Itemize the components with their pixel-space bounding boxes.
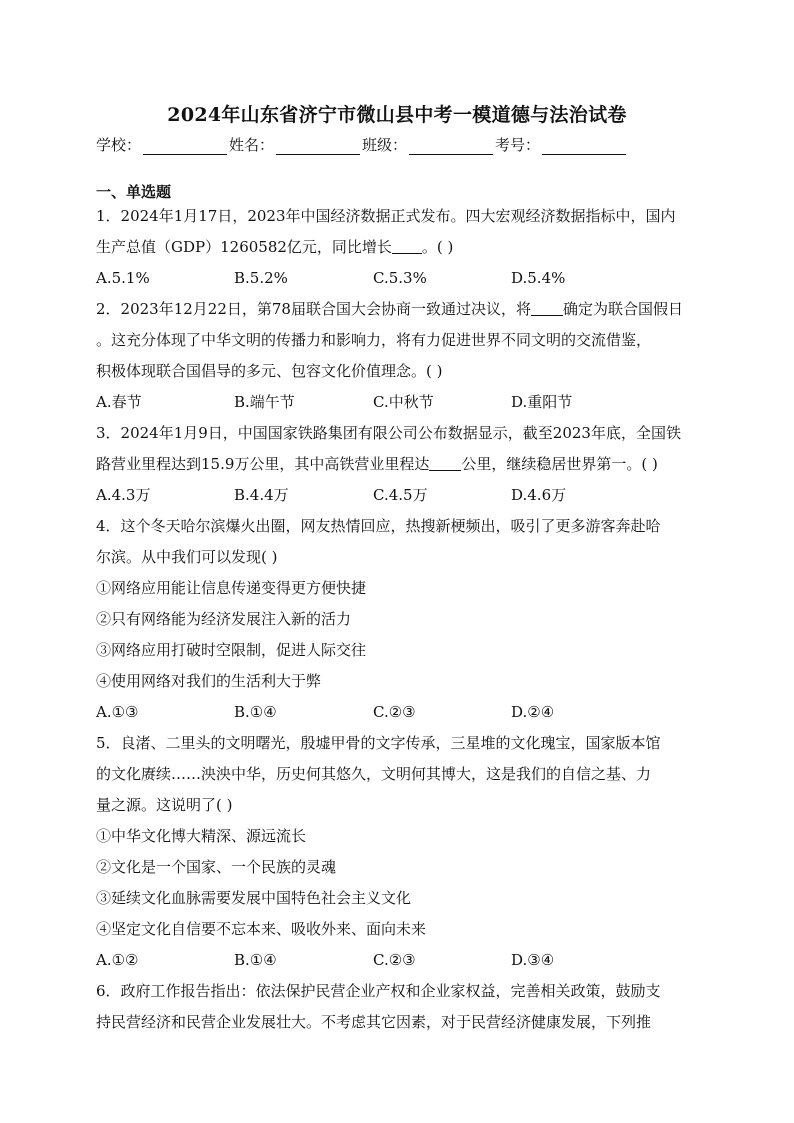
q3-options: [96, 480, 700, 511]
q1-option-b[interactable]: B.5.2%: [234, 269, 288, 287]
q1-option-d[interactable]: D.5.4%: [511, 269, 566, 287]
q4-item-4: ④使用网络对我们的生活利大于弊: [96, 672, 322, 690]
q3-option-b[interactable]: B.4.4万: [234, 486, 289, 504]
q4-item-3: ③网络应用打破时空限制，促进人际交往: [96, 641, 367, 659]
q4-option-c[interactable]: C.②③: [373, 703, 416, 721]
q5-line-2: 的文化赓续……泱泱中华，历史何其悠久，文明何其博大，这是我们的自信之基、力: [96, 765, 652, 783]
q5-line-1: 5．良渚、二里头的文明曙光，殷墟甲骨的文字传承，三星堆的文化瑰宝，国家版本馆: [96, 734, 661, 752]
q2-line-1-end: 确定为联合国假日: [562, 300, 683, 318]
exam-title: 2024年山东省济宁市微山县中考一模道德与法治试卷: [167, 104, 627, 126]
q1-line-2-end: 。( ): [421, 238, 454, 256]
q4-item-2: ②只有网络能为经济发展注入新的活力: [96, 610, 352, 628]
q6-line-1: 6．政府工作报告指出：依法保护民营企业产权和企业家权益，完善相关政策，鼓励支: [96, 982, 661, 1000]
section-heading: 一、单选题: [96, 183, 172, 201]
q3-option-a[interactable]: A.4.3万: [96, 486, 151, 504]
q2-line-1: [96, 294, 700, 325]
q2-answer-blank: [531, 300, 563, 316]
q1-line-2: [96, 232, 700, 263]
number-label: 考号：: [495, 136, 541, 154]
q3-line-1: 3．2024年1月9日，中国国家铁路集团有限公司公布数据显示，截至2023年底，全国铁: [96, 424, 681, 442]
q1-line-1: 1．2024年1月17日，2023年中国经济数据正式发布。四大宏观经济数据指标中，国内: [96, 207, 676, 225]
q2-option-a[interactable]: A.春节: [96, 393, 142, 411]
q5-line-3: 量之源。这说明了( ): [96, 796, 233, 814]
name-label: 姓名：: [229, 136, 275, 154]
q4-line-2: 尔滨。从中我们可以发现( ): [96, 548, 278, 566]
name-field: [229, 134, 362, 155]
q3-line-2-text: 路营业里程达到15.9万公里，其中高铁营业里程达: [96, 455, 430, 473]
q3-line-2: [96, 449, 700, 480]
number-field: [495, 134, 628, 155]
q2-option-b[interactable]: B.端午节: [234, 393, 295, 411]
school-label: 学校：: [96, 136, 142, 154]
q5-options: [96, 945, 700, 976]
q5-item-2: ②文化是一个国家、一个民族的灵魂: [96, 858, 337, 876]
number-blank[interactable]: [542, 140, 626, 155]
q2-line-3: 积极体现联合国倡导的多元、包容文化价值理念。( ): [96, 362, 443, 380]
q1-answer-blank: [392, 238, 422, 254]
class-blank[interactable]: [409, 140, 493, 155]
q3-answer-blank: [429, 455, 461, 471]
q5-option-b[interactable]: B.①④: [234, 951, 277, 969]
q2-line-1-text: 2．2023年12月22日，第78届联合国大会协商一致通过决议，将: [96, 300, 531, 318]
q3-option-d[interactable]: D.4.6万: [511, 486, 567, 504]
q4-option-a[interactable]: A.①③: [96, 703, 139, 721]
q4-options: [96, 697, 700, 728]
q4-item-1: ①网络应用能让信息传递变得更方便快捷: [96, 579, 367, 597]
questions: [96, 201, 700, 1038]
q5-option-c[interactable]: C.②③: [373, 951, 416, 969]
name-blank[interactable]: [276, 140, 360, 155]
q6-line-2: 持民营经济和民营企业发展壮大。不考虑其它因素，对于民营经济健康发展，下列推: [96, 1013, 652, 1031]
q4-line-1: 4．这个冬天哈尔滨爆火出圈，网友热情回应，热搜新梗频出，吸引了更多游客奔赴哈: [96, 517, 661, 535]
q1-option-a[interactable]: A.5.1%: [96, 269, 150, 287]
q2-option-c[interactable]: C.中秋节: [373, 393, 434, 411]
q4-option-b[interactable]: B.①④: [234, 703, 277, 721]
q5-item-3: ③延续文化血脉需要发展中国特色社会主义文化: [96, 889, 412, 907]
q1-line-2-text: 生产总值（GDP）1260582亿元，同比增长: [96, 238, 392, 256]
q3-option-c[interactable]: C.4.5万: [373, 486, 428, 504]
student-info-row: [96, 134, 696, 155]
q3-line-2-end: 公里，继续稳居世界第一。( ): [461, 455, 658, 473]
school-field: [96, 134, 229, 155]
q2-options: [96, 387, 700, 418]
q2-line-2: 。这充分体现了中华文明的传播力和影响力，将有力促进世界不同文明的交流借鉴，: [96, 331, 652, 349]
q5-option-d[interactable]: D.③④: [511, 951, 555, 969]
class-label: 班级：: [362, 136, 408, 154]
q1-options: [96, 263, 700, 294]
q5-option-a[interactable]: A.①②: [96, 951, 139, 969]
q4-option-d[interactable]: D.②④: [511, 703, 555, 721]
q5-item-4: ④坚定文化自信要不忘本来、吸收外来、面向未来: [96, 920, 427, 938]
q1-option-c[interactable]: C.5.3%: [373, 269, 427, 287]
q5-item-1: ①中华文化博大精深、源远流长: [96, 827, 307, 845]
class-field: [362, 134, 495, 155]
school-blank[interactable]: [143, 140, 227, 155]
q2-option-d[interactable]: D.重阳节: [511, 393, 573, 411]
